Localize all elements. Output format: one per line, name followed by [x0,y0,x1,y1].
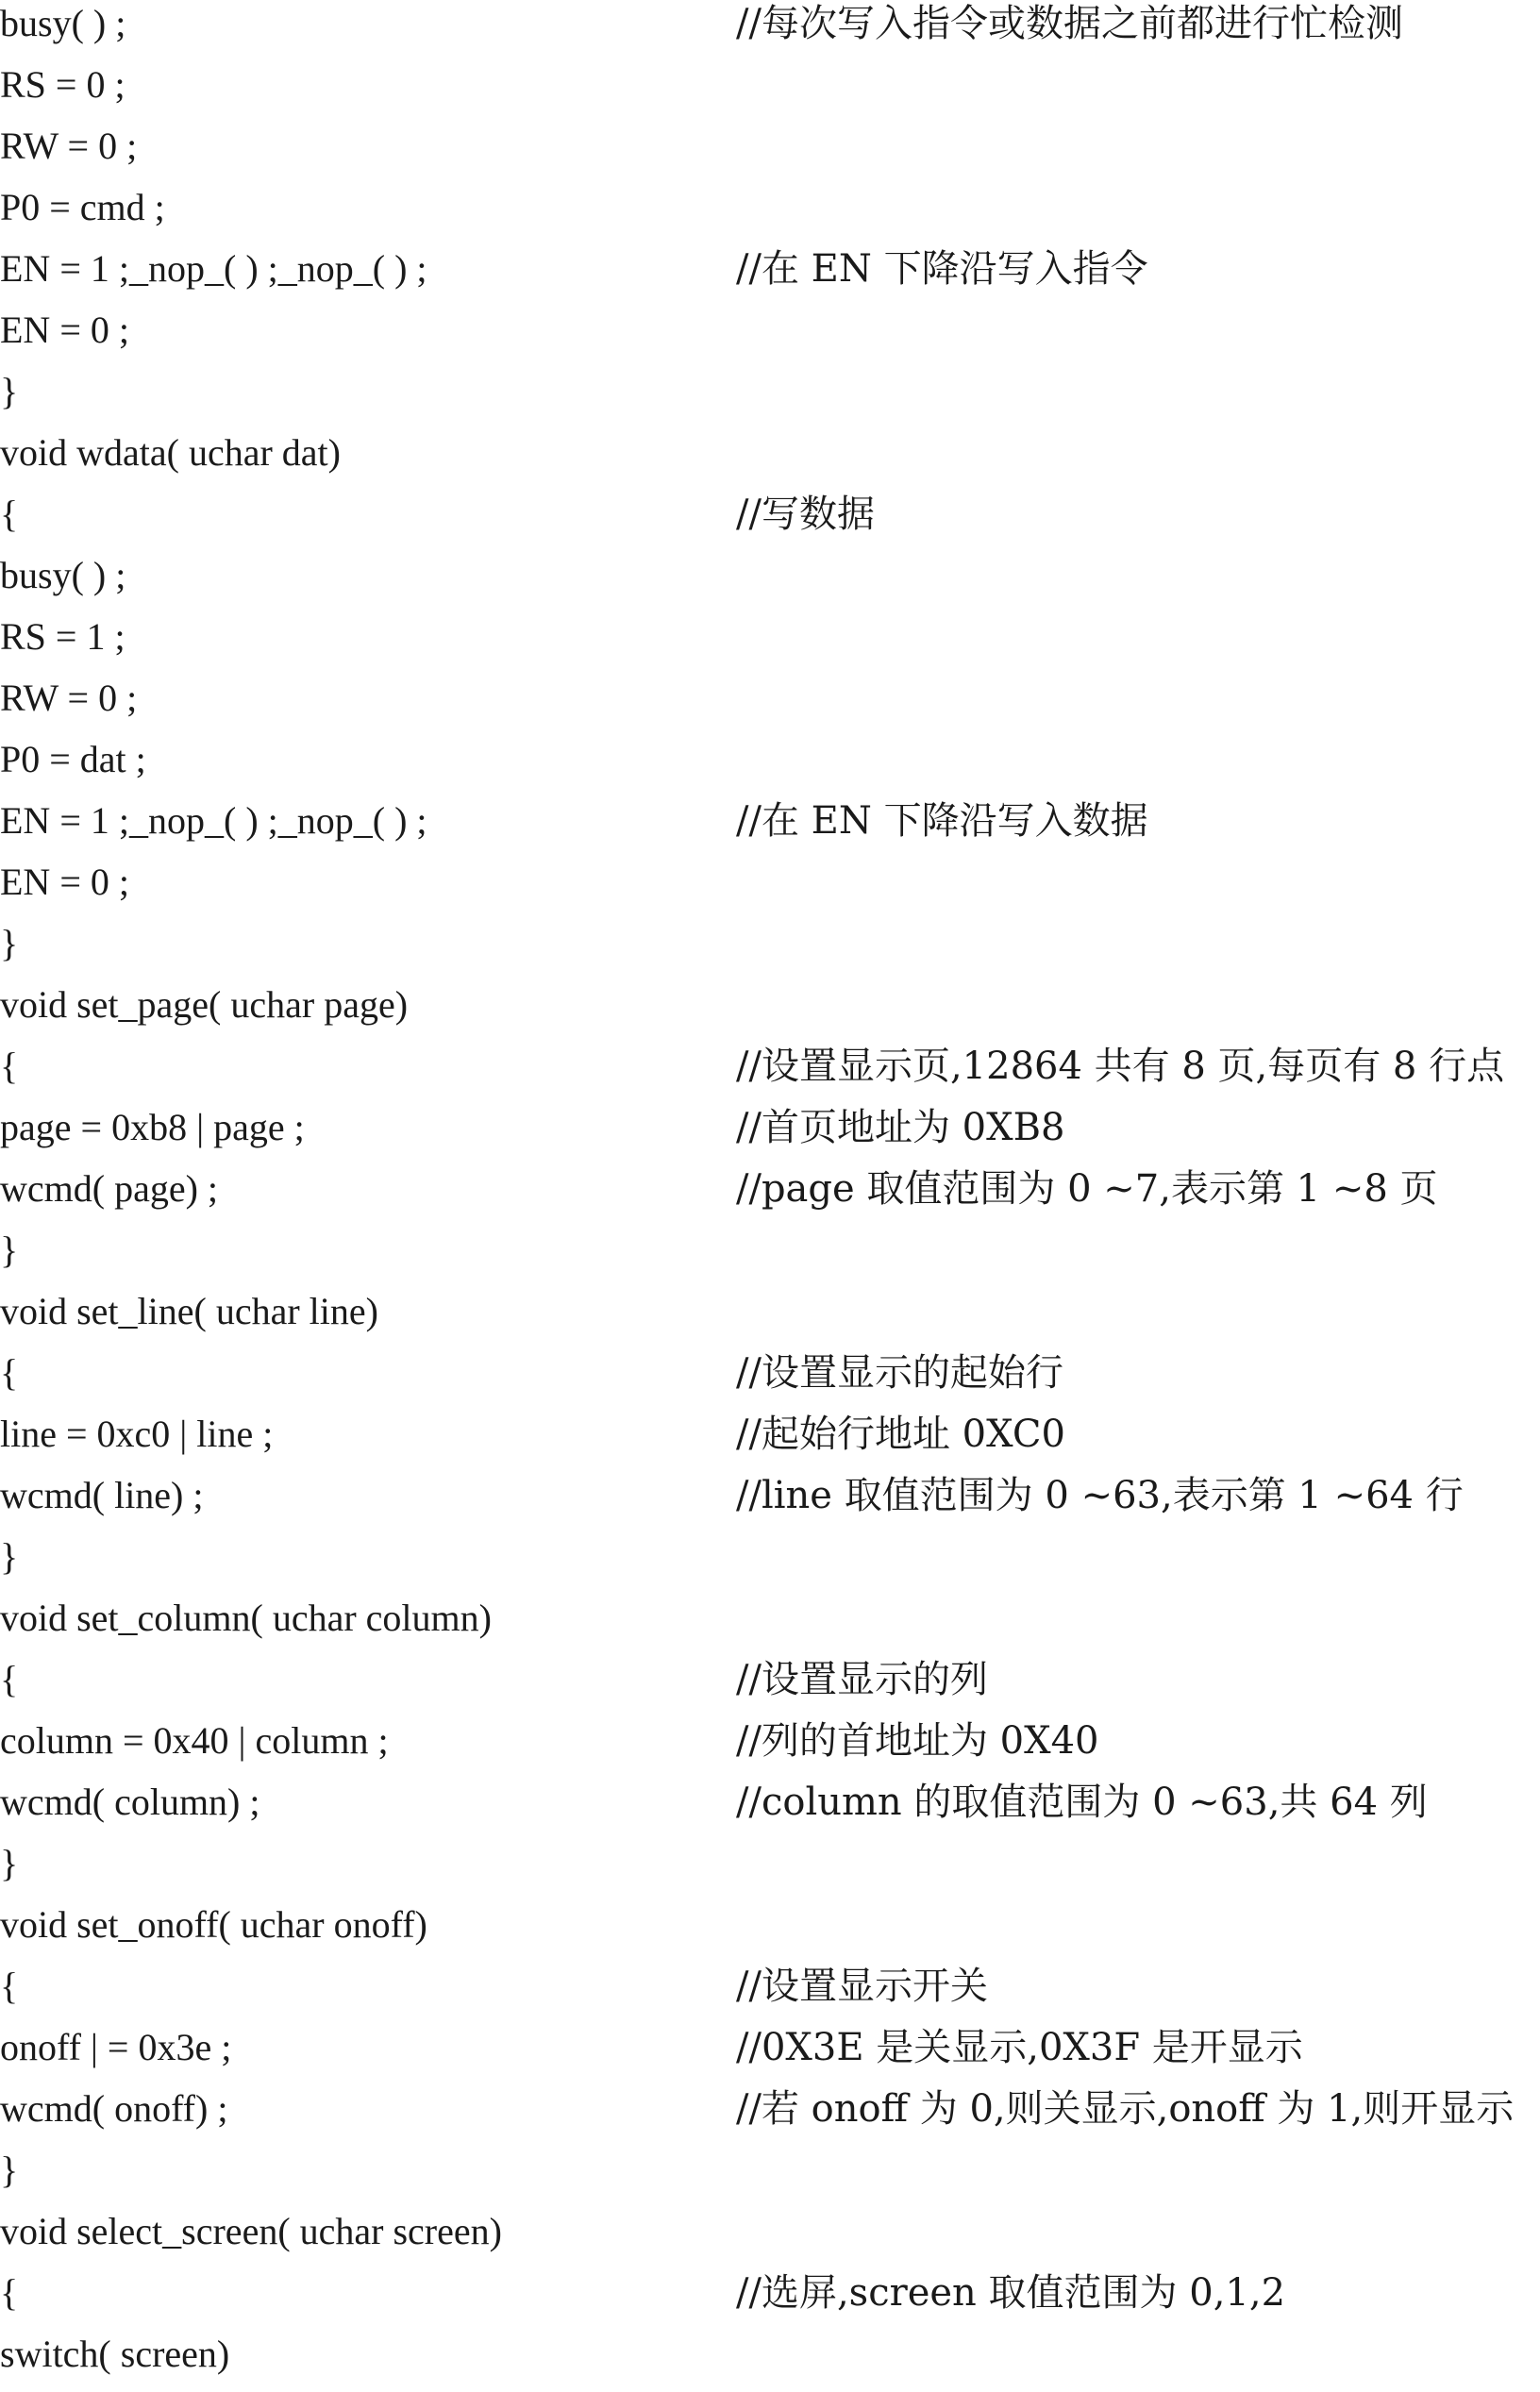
code-text: { [0,2271,19,2314]
code-line [0,1411,1540,1472]
code-text: void set_page( uchar page) [0,983,409,1026]
code-comment: //0X3E 是关显示,0X3F 是开显示 [736,2026,1303,2069]
code-comment: //设置显示页,12864 共有 8 页,每页有 8 行点 [736,1045,1505,1088]
code-line [0,184,1540,245]
code-text: { [0,1658,19,1700]
code-line [0,981,1540,1043]
code-line [0,2147,1540,2208]
code-text: wcmd( line) ; [0,1474,204,1516]
code-line [0,859,1540,920]
code-text: { [0,1045,19,1087]
code-line [0,2024,1540,2085]
code-comment: //起始行地址 0XC0 [736,1413,1065,1456]
code-line [0,613,1540,675]
code-comment: //在 EN 下降沿写入数据 [736,799,1148,843]
code-comment: //写数据 [736,493,875,536]
code-line [0,2208,1540,2269]
code-text: EN = 0 ; [0,309,129,351]
code-text: void wdata( uchar dat) [0,431,341,474]
code-line [0,429,1540,491]
code-line [0,1227,1540,1288]
code-text: EN = 1 ;_nop_( ) ;_nop_( ) ; [0,799,427,842]
code-comment: //设置显示的起始行 [736,1351,1063,1395]
code-line [0,1901,1540,1963]
code-line [0,552,1540,613]
code-text: EN = 1 ;_nop_( ) ;_nop_( ) ; [0,247,427,290]
code-line [0,675,1540,736]
code-text: onoff | = 0x3e ; [0,2026,232,2068]
code-text: line = 0xc0 | line ; [0,1413,274,1455]
code-line [0,797,1540,859]
code-text: wcmd( onoff) ; [0,2087,228,2130]
code-comment: //若 onoff 为 0,则关显示,onoff 为 1,则开显示 [736,2087,1515,2131]
code-line [0,1165,1540,1227]
code-text: } [0,1842,19,1884]
code-line [0,61,1540,123]
code-text: void set_onoff( uchar onoff) [0,1903,427,1946]
code-text: RW = 0 ; [0,677,138,719]
code-text: wcmd( column) ; [0,1781,260,1823]
code-text: RS = 0 ; [0,63,126,106]
code-line [0,1043,1540,1104]
code-comment: //选屏,screen 取值范围为 0,1,2 [736,2271,1286,2315]
code-text: busy( ) ; [0,2,126,44]
code-text: wcmd( page) ; [0,1167,219,1210]
code-line [0,491,1540,552]
code-text: column = 0x40 | column ; [0,1719,389,1762]
code-line [0,2331,1540,2392]
code-line [0,1717,1540,1779]
code-text: { [0,1965,19,2007]
code-line [0,368,1540,429]
code-comment: //首页地址为 0XB8 [736,1106,1065,1149]
code-comment: //设置显示开关 [736,1965,988,2008]
code-line [0,1595,1540,1656]
code-text: P0 = cmd ; [0,186,165,228]
code-line [0,1349,1540,1411]
code-text: EN = 0 ; [0,861,129,903]
code-line [0,0,1540,61]
code-text: RS = 1 ; [0,615,126,658]
code-text: } [0,1535,19,1578]
code-text: RW = 0 ; [0,125,138,167]
code-line [0,1104,1540,1165]
code-line [0,1840,1540,1901]
code-comment: //line 取值范围为 0 ~63,表示第 1 ~64 行 [736,1474,1464,1517]
code-text: page = 0xb8 | page ; [0,1106,305,1148]
code-line [0,2085,1540,2147]
code-line [0,307,1540,368]
code-line [0,1963,1540,2024]
code-comment: //设置显示的列 [736,1658,988,1701]
code-comment: //column 的取值范围为 0 ~63,共 64 列 [736,1781,1428,1824]
code-text: busy( ) ; [0,554,126,596]
code-text: { [0,1351,19,1394]
code-text: void set_column( uchar column) [0,1597,492,1639]
code-line [0,123,1540,184]
code-text: void select_screen( uchar screen) [0,2210,502,2252]
code-comment: //每次写入指令或数据之前都进行忙检测 [736,2,1403,45]
code-comment: //列的首地址为 0X40 [736,1719,1099,1763]
code-line [0,1656,1540,1717]
code-text: { [0,493,19,535]
code-comment: //在 EN 下降沿写入指令 [736,247,1148,291]
code-line [0,1533,1540,1595]
code-line [0,245,1540,307]
code-comment: //page 取值范围为 0 ~7,表示第 1 ~8 页 [736,1167,1438,1211]
code-text: P0 = dat ; [0,738,146,780]
code-text: } [0,370,19,412]
code-line [0,920,1540,981]
code-text: switch( screen) [0,2333,230,2375]
code-text: } [0,1229,19,1271]
code-text: } [0,922,19,964]
code-line [0,1779,1540,1840]
code-line [0,2269,1540,2331]
code-text: } [0,2149,19,2191]
code-line [0,1472,1540,1533]
code-line [0,1288,1540,1349]
code-line [0,736,1540,797]
code-text: void set_line( uchar line) [0,1290,378,1332]
